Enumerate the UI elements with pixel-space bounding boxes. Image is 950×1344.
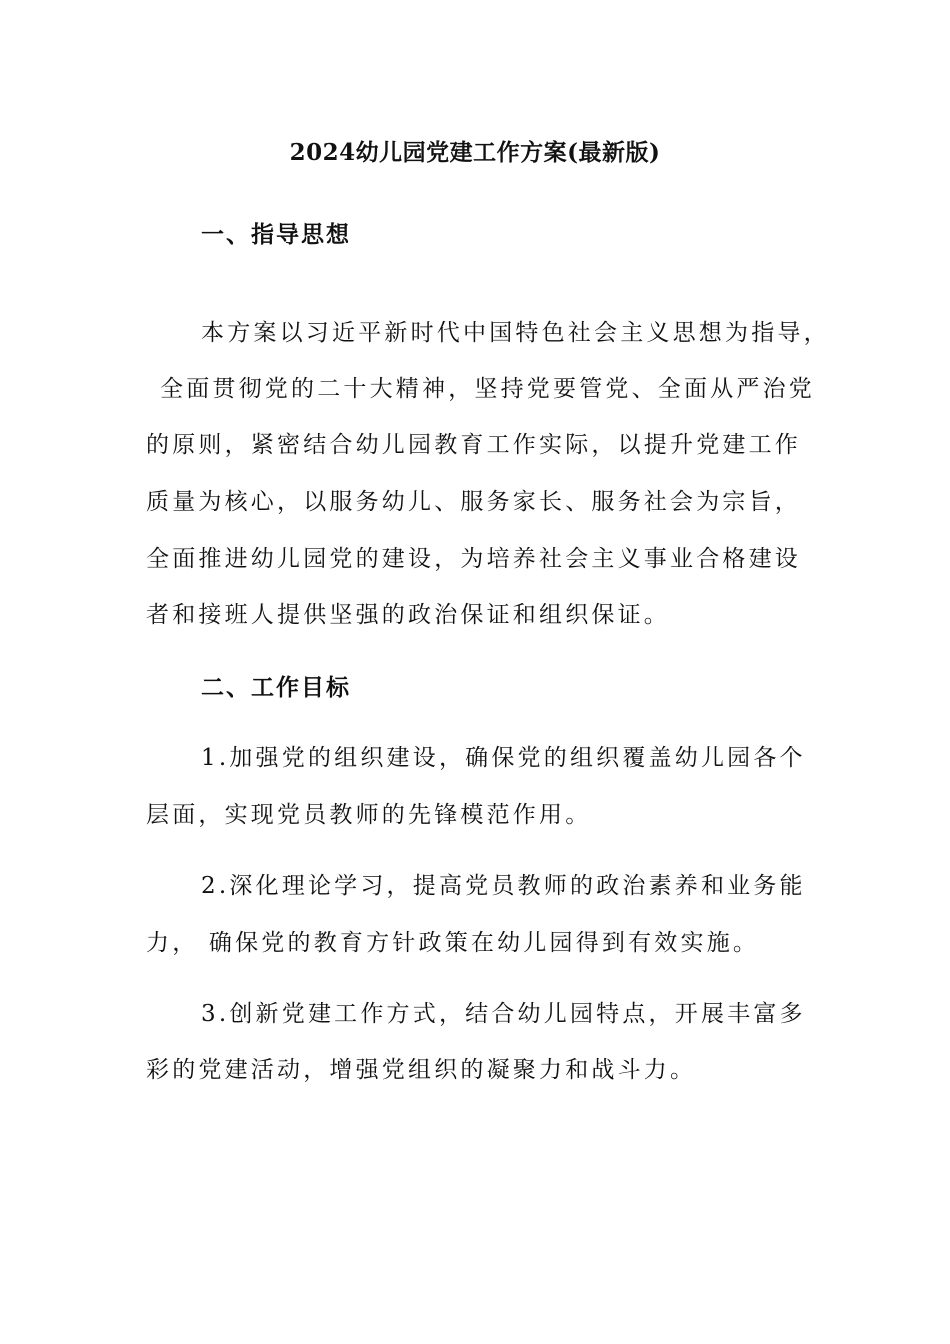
paragraph-line: 全面推进幼儿园党的建设，为培养社会主义事业合格建设 (146, 546, 801, 572)
paragraph-line: 全面贯彻党的二十大精神，坚持党要管党、全面从严治党 (160, 376, 815, 402)
paragraph-line: 者和接班人提供坚强的政治保证和组织保证。 (146, 602, 670, 628)
section-heading-guiding-ideology: 一、指导思想 (201, 221, 351, 248)
paragraph-line: 的原则，紧密结合幼儿园教育工作实际，以提升党建工作 (146, 432, 801, 458)
document-title: 2024幼儿园党建工作方案(最新版) (289, 139, 661, 166)
goal-item-line: 力， 确保党的教育方针政策在幼儿园得到有效实施。 (146, 930, 760, 956)
goal-item-line: 2.深化理论学习，提高党员教师的政治素养和业务能 (201, 873, 806, 899)
paragraph-line: 本方案以习近平新时代中国特色社会主义思想为指导， (201, 320, 830, 346)
paragraph-line: 质量为核心，以服务幼儿、服务家长、服务社会为宗旨， (146, 489, 801, 515)
section-heading-work-goals: 二、工作目标 (201, 674, 351, 701)
goal-item-line: 彩的党建活动，增强党组织的凝聚力和战斗力。 (146, 1057, 697, 1083)
goal-item-line: 3.创新党建工作方式，结合幼儿园特点，开展丰富多 (201, 1001, 806, 1027)
goal-item-line: 1.加强党的组织建设，确保党的组织覆盖幼儿园各个 (201, 745, 806, 771)
goal-item-line: 层面，实现党员教师的先锋模范作用。 (146, 802, 592, 828)
